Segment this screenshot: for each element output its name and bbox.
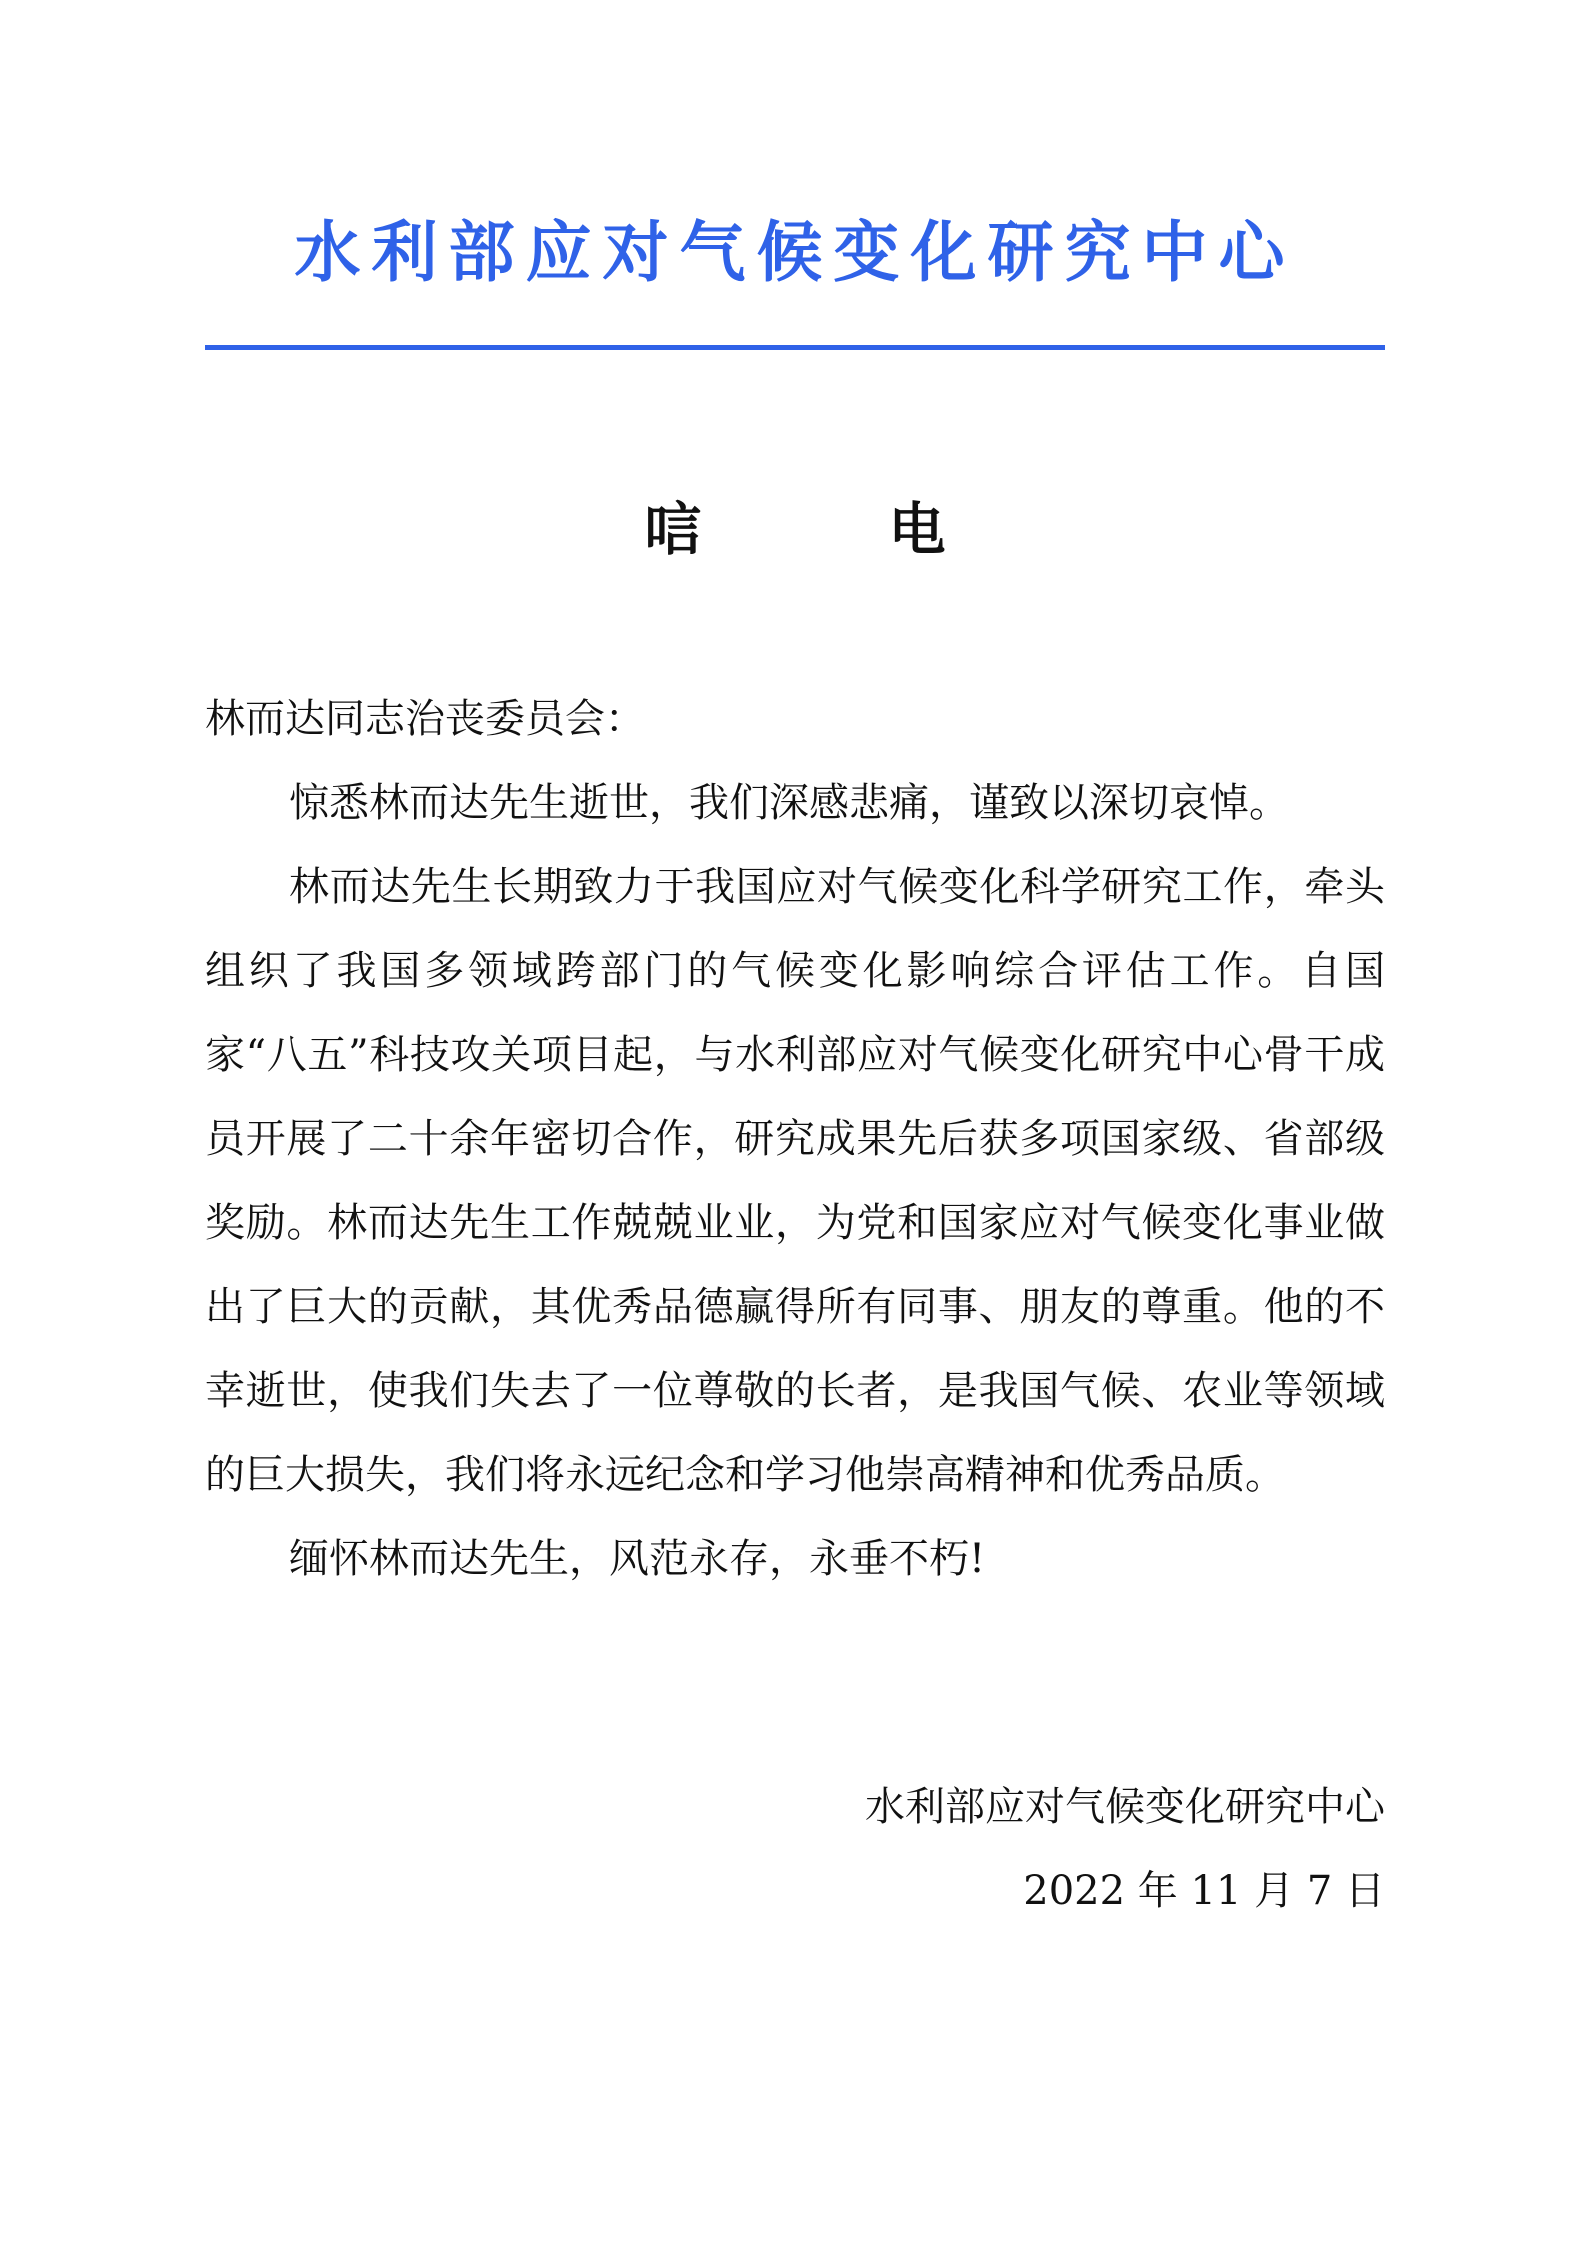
- document-title: 唁 电: [644, 497, 1011, 563]
- letter-body: [205, 761, 1385, 1601]
- paragraph-closing: 缅怀林而达先生，风范永存，永垂不朽!: [289, 1536, 986, 1582]
- signature-block: [205, 1765, 1385, 1933]
- paragraph-tribute: 林而达先生长期致力于我国应对气候变化科学研究工作，牵头组织了我国多领域跨部门的气候变化影响综合评估工作。自国家“八五”科技攻关项目起，与水利部应对气候变化研究中心骨干成员开展了二十余年密切合作，研究成果先后获多项国家级、省部级奖励。林而达先生工作兢兢业业，为党和国家应对气候变化事业做出了巨大的贡献，其优秀品德赢得所有同事、朋友的尊重。他的不幸逝世，使我们失去了一位尊敬的长者，是我国气候、农业等领域的巨大损失，我们将永远纪念和学习他崇高精神和优秀品质。: [205, 864, 1385, 1498]
- paragraph-condolence: 惊悉林而达先生逝世，我们深感悲痛，谨致以深切哀悼。: [289, 780, 1289, 826]
- signature-date: 2022 年 11 月 7 日: [1023, 1868, 1385, 1914]
- letterhead-organization: 水利部应对气候变化研究中心: [294, 214, 1296, 291]
- salutation: 林而达同志治丧委员会：: [205, 696, 645, 742]
- letterhead-divider: [205, 345, 1385, 350]
- signatory: 水利部应对气候变化研究中心: [865, 1784, 1385, 1830]
